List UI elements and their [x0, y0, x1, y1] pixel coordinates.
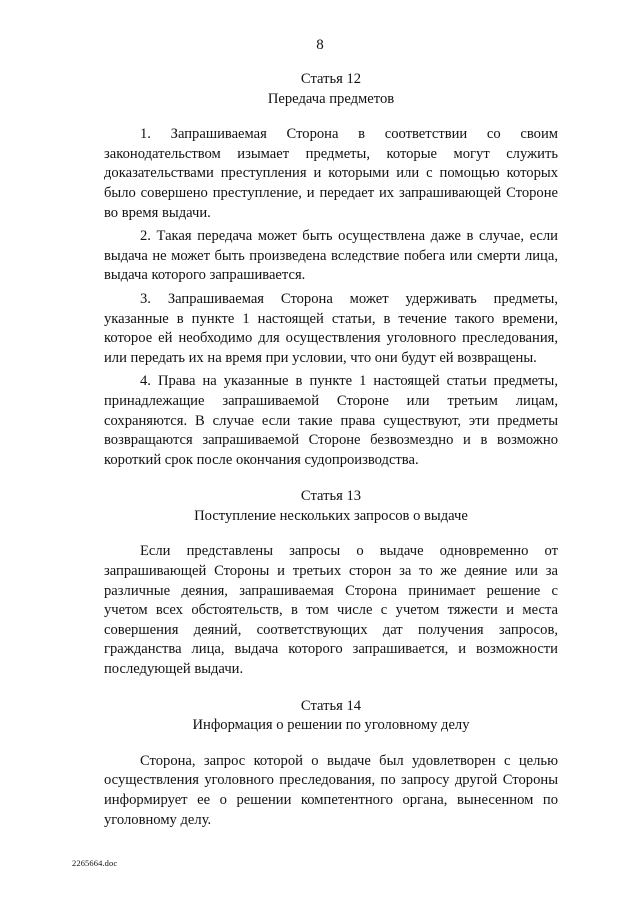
paragraph: 3. Запрашиваемая Сторона может удерживать предметы, указанные в пункте 1 настоящей статьи, в течение такого времени, которое ей необходимо для осуществления уголовного преследования, или передать их на время при условии, что они будут ей возвращены.	[104, 290, 558, 366]
article-14	[104, 697, 558, 831]
paragraph: 2. Такая передача может быть осуществлена даже в случае, если выдача не может быть произведена вследствие побега или смерти лица, выдача которого запрашивается.	[104, 228, 558, 284]
page-number: 8	[316, 37, 324, 53]
document-filename: 2265664.doc	[72, 858, 118, 868]
article-heading	[104, 487, 558, 526]
article-number: Статья 12	[300, 71, 362, 87]
article-heading	[104, 697, 558, 736]
paragraph: Сторона, запрос которой о выдаче был удовлетворен с целью осуществления уголовного преследования, по запросу другой Стороны информирует ее о решении компетентного органа, вынесенном по уголовному делу.	[104, 752, 558, 828]
article-title: Информация о решении по уголовному делу	[192, 717, 470, 734]
paragraph: Если представлены запросы о выдаче одновременно от запрашивающей Стороны и третьих сторон за то же деяние или за различные деяния, запрашиваемая Сторона принимает решение с учетом всех обстоятельств, в том числе с учетом тяжести и места совершения деяний, соответствующих дат получения запросов, гражданства лица, выдача которого запрашивается, и возможности последующей выдачи.	[104, 543, 558, 678]
paragraph: 1. Запрашиваемая Сторона в соответствии со своим законодательством изымает предметы, которые могут служить доказательствами преступления и которыми или с помощью которых было совершено преступление, и передает их запрашивающей Стороне во время выдачи.	[104, 126, 558, 221]
article-title: Поступление нескольких запросов о выдаче	[194, 507, 468, 524]
paragraph: 4. Права на указанные в пункте 1 настоящей статьи предметы, принадлежащие запрашиваемой Стороне или третьим лицам, сохраняются. В случае если такие права существуют, эти предметы возвращаются запрашиваемой Стороне безвозмездно и в возможно короткий срок после окончания судопроизводства.	[104, 373, 558, 468]
article-number: Статья 14	[300, 697, 362, 714]
document-body	[104, 70, 558, 847]
article-13	[104, 487, 558, 679]
article-number: Статья 13	[300, 488, 362, 505]
article-title: Передача предметов	[267, 90, 395, 107]
article-heading	[104, 70, 558, 109]
article-12	[104, 70, 558, 470]
